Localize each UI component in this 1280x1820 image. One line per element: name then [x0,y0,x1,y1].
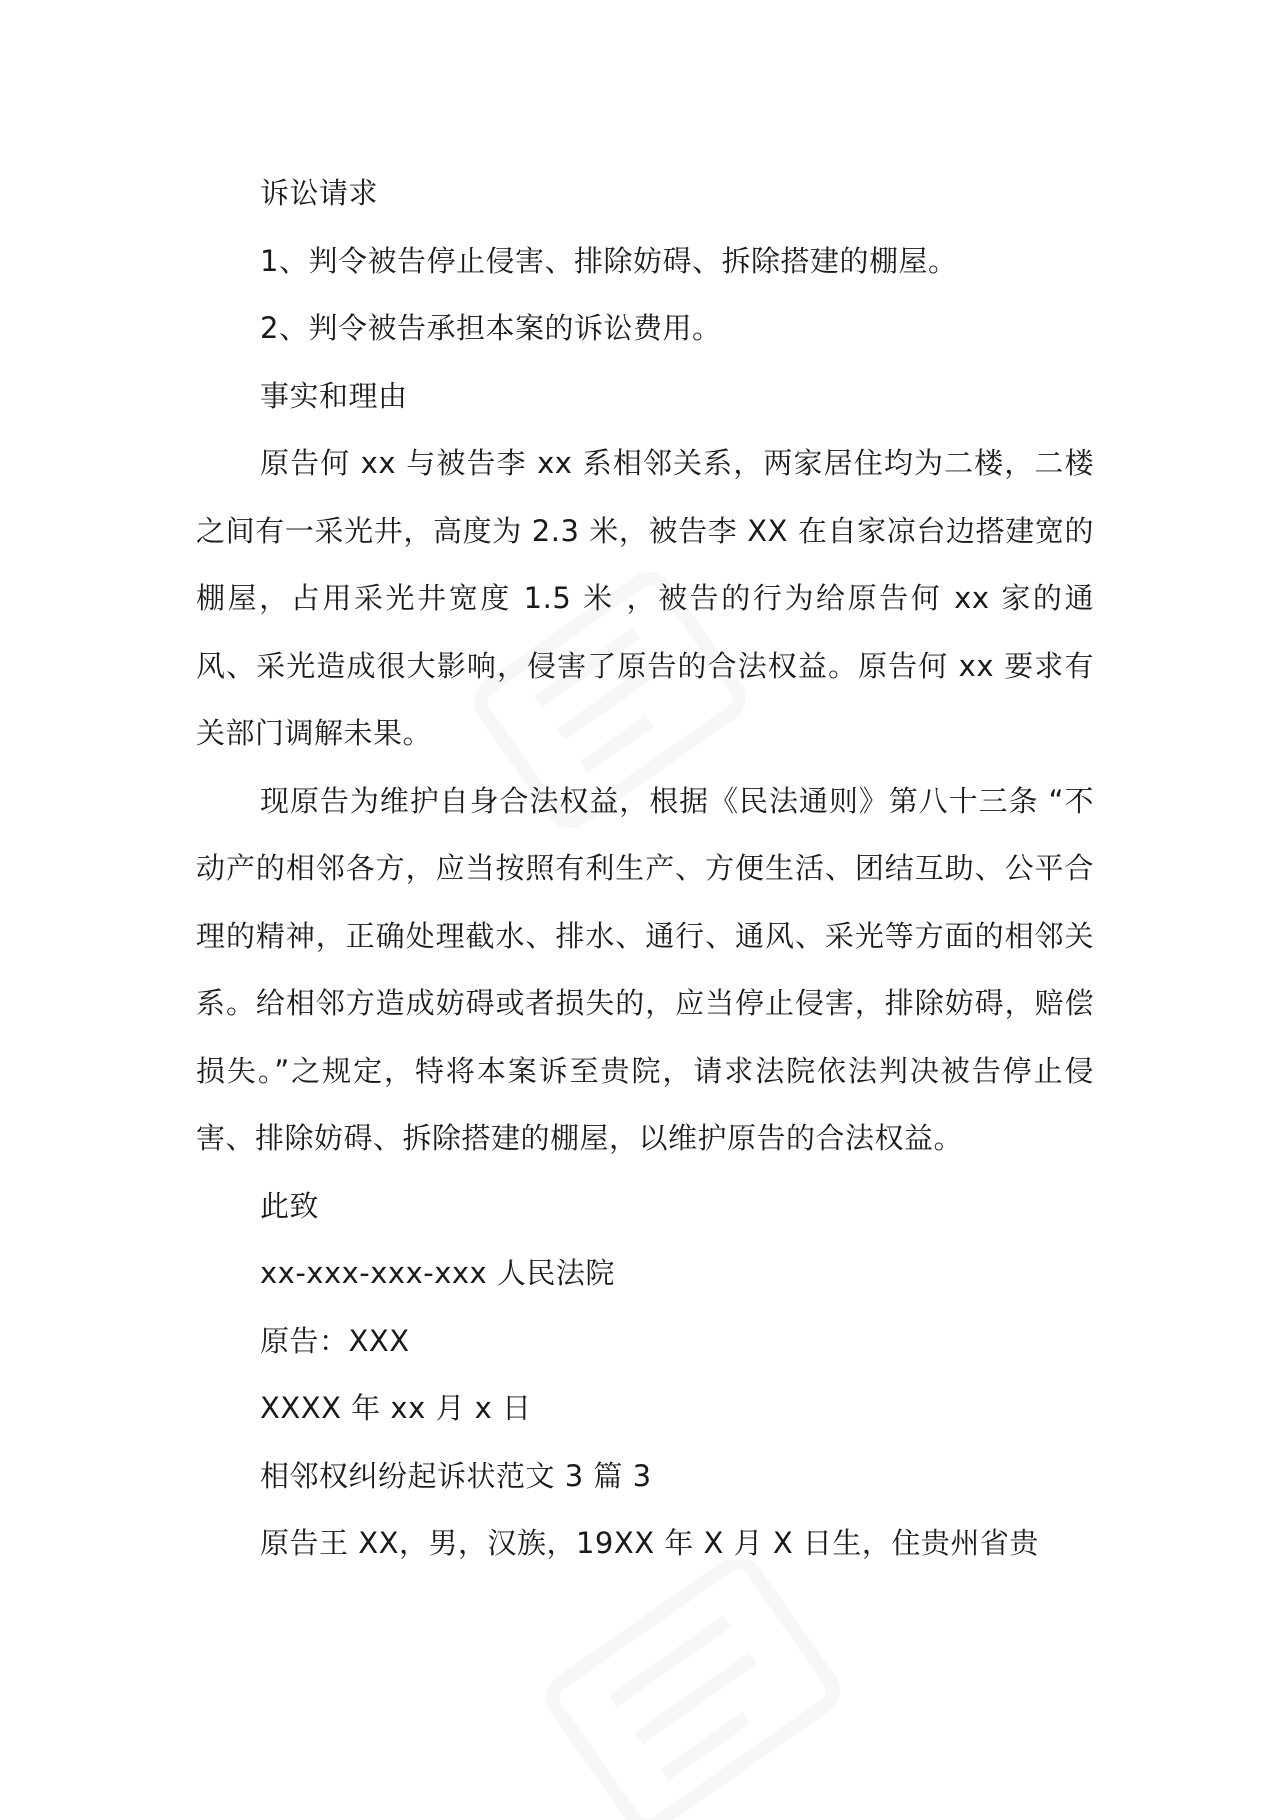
facts-paragraph-1: 原告何 xx 与被告李 xx 系相邻关系，两家居住均为二楼，二楼之间有一采光井，高度为 2.3 米，被告李 XX 在自家凉台边搭建宽的棚屋，占用采光井宽度 1.5 米 ，被告的行为给原告何 xx 家的通风、采光造成很大影响，侵害了原告的合法权益。原告何 xx 要求有关部门调解未果。 [196,446,1094,750]
plaintiff-signature: 原告：XXX [260,1323,410,1358]
facts-paragraph-2: 现原告为维护自身合法权益，根据《民法通则》第八十三条 “不动产的相邻各方，应当按照有利生产、方便生活、团结互助、公平合理的精神，正确处理截水、排水、通行、通风、采光等方面的相邻关系。给相邻方造成妨碍或者损失的，应当停止侵害，排除妨碍，赔偿损失。”之规定，特将本案诉至贵院，请求法院依法判决被告停止侵害、排除妨碍、拆除搭建的棚屋，以维护原告的合法权益。 [196,783,1094,1155]
section-title: 相邻权纠纷起诉状范文 3 篇 3 [260,1458,652,1493]
claim-item-2: 2、判令被告承担本案的诉讼费用。 [260,311,722,345]
next-paragraph: 原告王 XX，男，汉族，19XX 年 X 月 X 日生，住贵州省贵 [260,1526,1039,1560]
court-name: xx-xxx-xxx-xxx 人民法院 [260,1256,615,1290]
facts-heading: 事实和理由 [260,378,408,413]
document-date: XXXX 年 xx 月 x 日 [260,1391,532,1425]
claims-heading: 诉讼请求 [260,176,379,210]
document-body [196,160,1094,1578]
watermark-logo-lower [520,1560,860,1820]
closing-salutation: 此致 [260,1188,320,1223]
claim-item-1: 1、判令被告停止侵害、排除妨碍、拆除搭建的棚屋。 [260,243,958,278]
